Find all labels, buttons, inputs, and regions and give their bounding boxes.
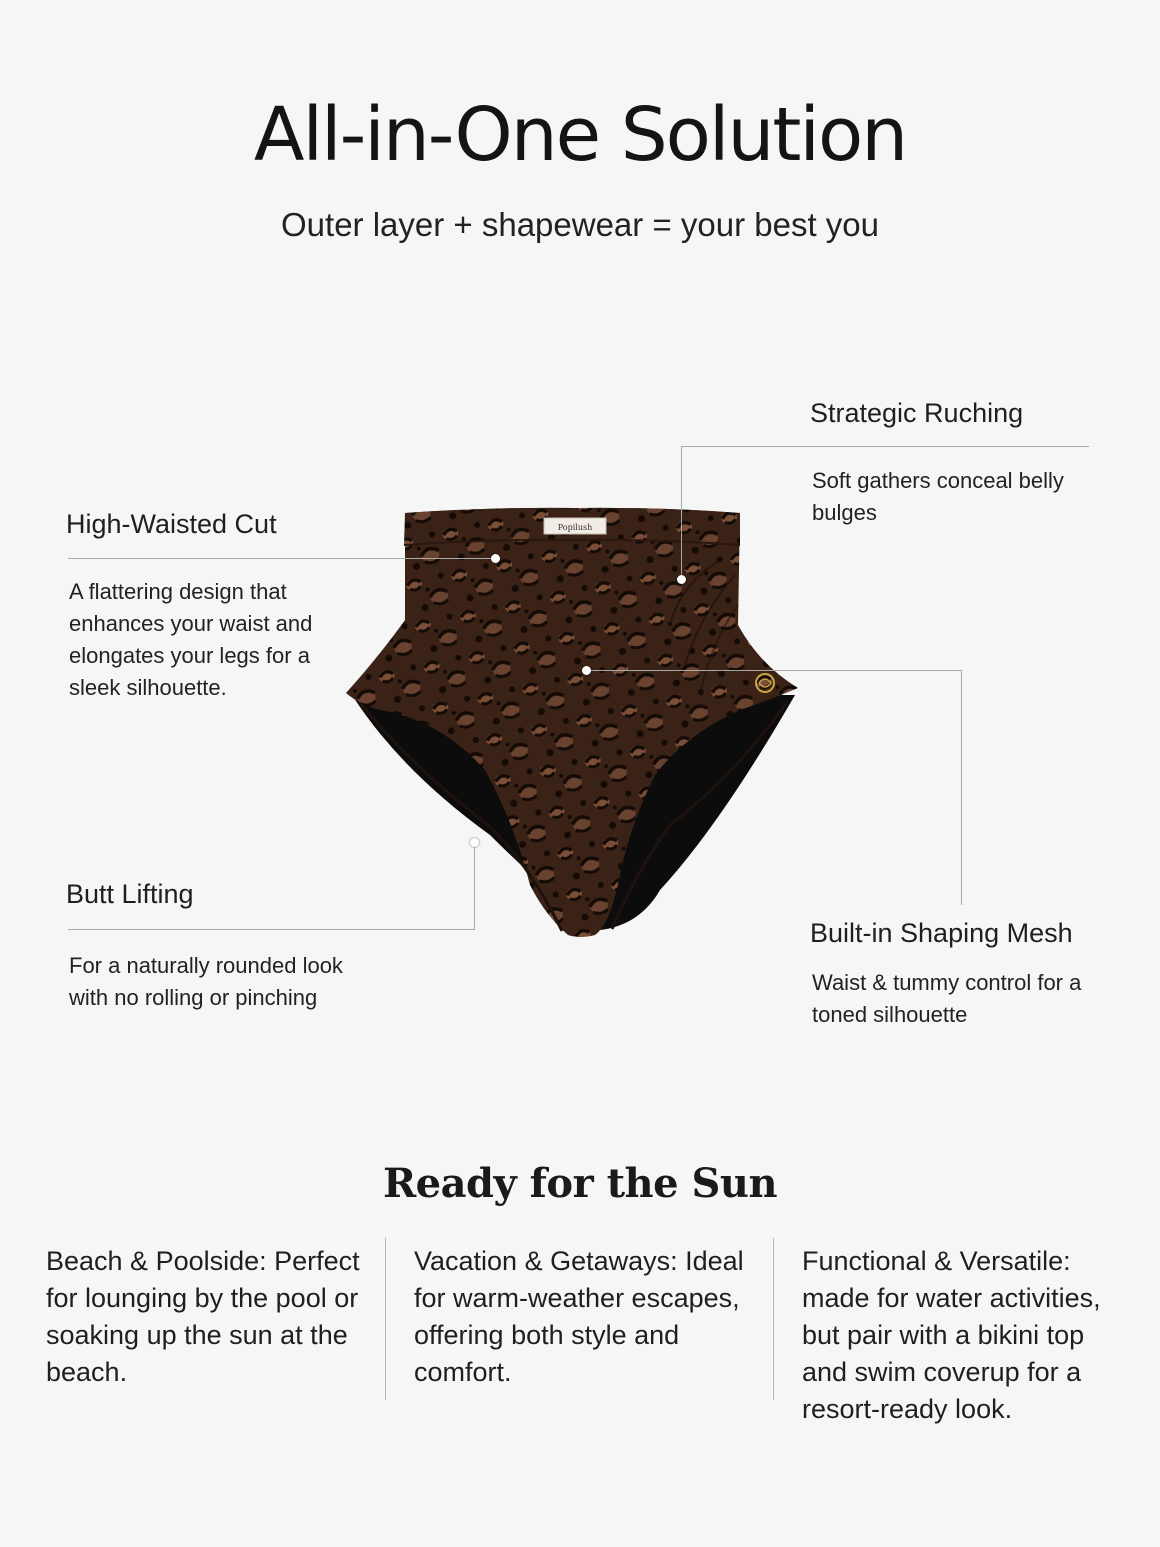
feature-title-high-waisted: High-Waisted Cut (66, 509, 277, 539)
feature-title-shaping-mesh: Built-in Shaping Mesh (810, 918, 1073, 948)
feature-desc-ruching: Soft gathers conceal belly bulges (812, 468, 1064, 525)
callout-dot (582, 666, 591, 675)
callout-dot (491, 554, 500, 563)
callout-line (961, 670, 962, 905)
feature-desc-butt-lifting: For a naturally rounded look with no rolling or pinching (69, 953, 343, 1010)
page-title: All-in-One Solution (253, 92, 907, 178)
page-subtitle: Outer layer + shapewear = your best you (281, 206, 879, 243)
callout-dot (470, 838, 479, 847)
feature-desc-high-waisted: A flattering design that enhances your waist and elongates your legs for a sleek silhouette. (69, 579, 313, 700)
ready-column-vacation: Vacation & Getaways: Ideal for warm-weather escapes, offering both style and comfort. (414, 1246, 744, 1387)
section-title-ready: Ready for the Sun (382, 1160, 778, 1207)
callout-line (68, 558, 498, 559)
callout-line (586, 670, 962, 671)
column-divider (773, 1238, 774, 1400)
callout-dot (677, 575, 686, 584)
ready-column-functional: Functional & Versatile: made for water activities, but pair with a bikini top and swim coverup for a resort-ready look. (802, 1246, 1101, 1424)
ready-column-beach: Beach & Poolside: Perfect for lounging by the pool or soaking up the sun at the beach. (46, 1246, 360, 1387)
callout-line (474, 843, 475, 930)
feature-title-ruching: Strategic Ruching (810, 398, 1024, 428)
column-divider (385, 1238, 386, 1400)
brand-label: Popilush (557, 523, 593, 532)
callout-line (681, 446, 682, 579)
callout-line (68, 929, 474, 930)
swim-bottom-image (340, 505, 810, 940)
feature-title-butt-lifting: Butt Lifting (66, 879, 194, 909)
callout-line (681, 446, 1089, 447)
feature-desc-shaping-mesh: Waist & tummy control for a toned silhouette (812, 970, 1082, 1027)
